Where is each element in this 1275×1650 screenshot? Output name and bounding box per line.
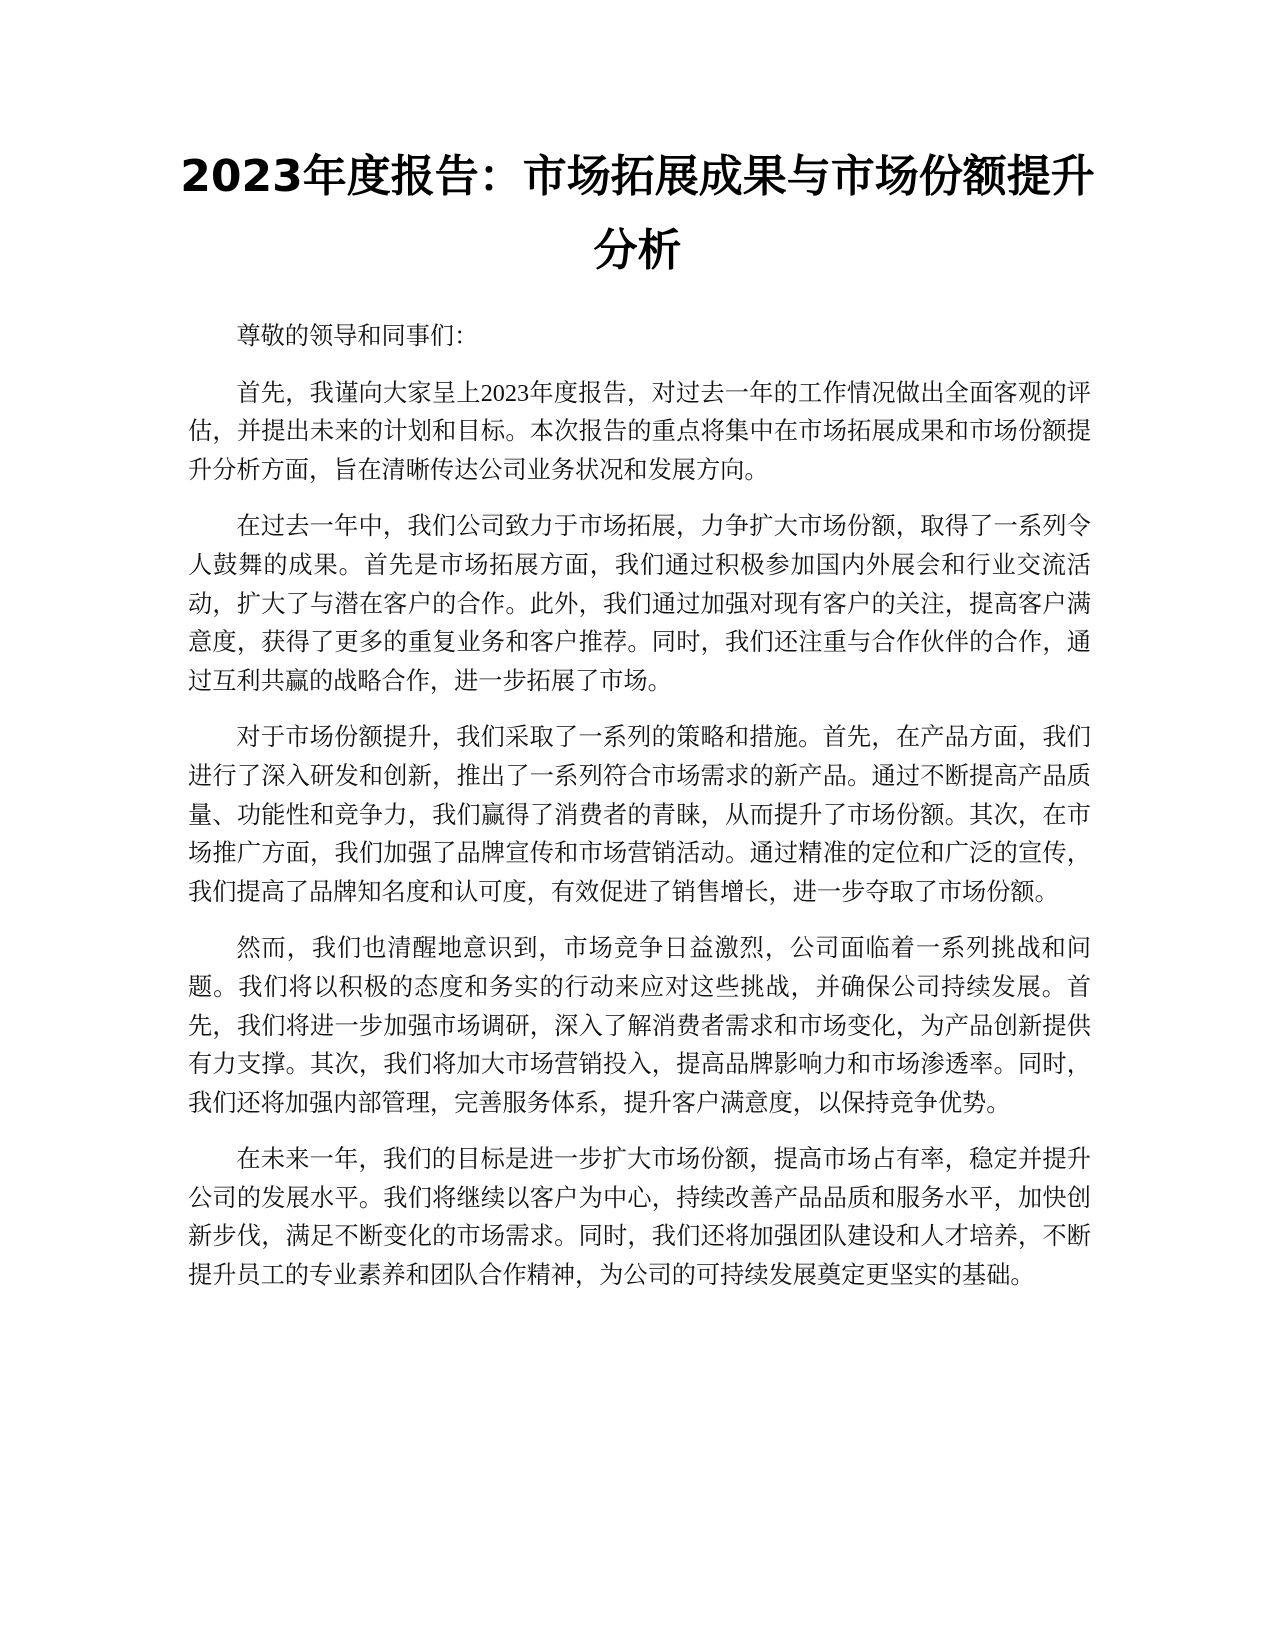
paragraph-challenges: 然而，我们也清醒地意识到，市场竞争日益激烈，公司面临着一系列挑战和问题。我们将以积极的态度和务实的行动来应对这些挑战，并确保公司持续发展。首先，我们将进一步加强市场调研，深入了解消费者需求和市场变化，为产品创新提供有力支撑。其次，我们将加大市场营销投入，提高品牌影响力和市场渗透率。同时，我们还将加强内部管理，完善服务体系，提升客户满意度，以保持竞争优势。 <box>188 935 1091 1117</box>
paragraph-market-share: 对于市场份额提升，我们采取了一系列的策略和措施。首先，在产品方面，我们进行了深入研发和创新，推出了一系列符合市场需求的新产品。通过不断提高产品质量、功能性和竞争力，我们赢得了消费者的青睐，从而提升了市场份额。其次，在市场推广方面，我们加强了品牌宣传和市场营销活动。通过精准的定位和广泛的宣传，我们提高了品牌知名度和认可度，有效促进了销售增长，进一步夺取了市场份额。 <box>188 724 1091 906</box>
paragraph-future-goals: 在未来一年，我们的目标是进一步扩大市场份额，提高市场占有率，稳定并提升公司的发展水平。我们将继续以客户为中心，持续改善产品品质和服务水平，加快创新步伐，满足不断变化的市场需求。同时，我们还将加强团队建设和人才培养，不断提升员工的专业素养和团队合作精神，为公司的可持续发展奠定更坚实的基础。 <box>188 1146 1091 1290</box>
document-body <box>188 318 1091 1314</box>
paragraph-introduction: 首先，我谨向大家呈上2023年度报告，对过去一年的工作情况做出全面客观的评估，并提出未来的计划和目标。本次报告的重点将集中在市场拓展成果和市场份额提升分析方面，旨在清晰传达公司业务状况和发展方向。 <box>188 379 1091 484</box>
document-title: 2023年度报告：市场拓展成果与市场份额提升分析 <box>180 151 1095 276</box>
salutation: 尊敬的领导和同事们： <box>236 323 479 350</box>
paragraph-market-expansion: 在过去一年中，我们公司致力于市场拓展，力争扩大市场份额，取得了一系列令人鼓舞的成果。首先是市场拓展方面，我们通过积极参加国内外展会和行业交流活动，扩大了与潜在客户的合作。此外，我们通过加强对现有客户的关注，提高客户满意度，获得了更多的重复业务和客户推荐。同时，我们还注重与合作伙伴的合作，通过互利共赢的战略合作，进一步拓展了市场。 <box>188 513 1091 695</box>
